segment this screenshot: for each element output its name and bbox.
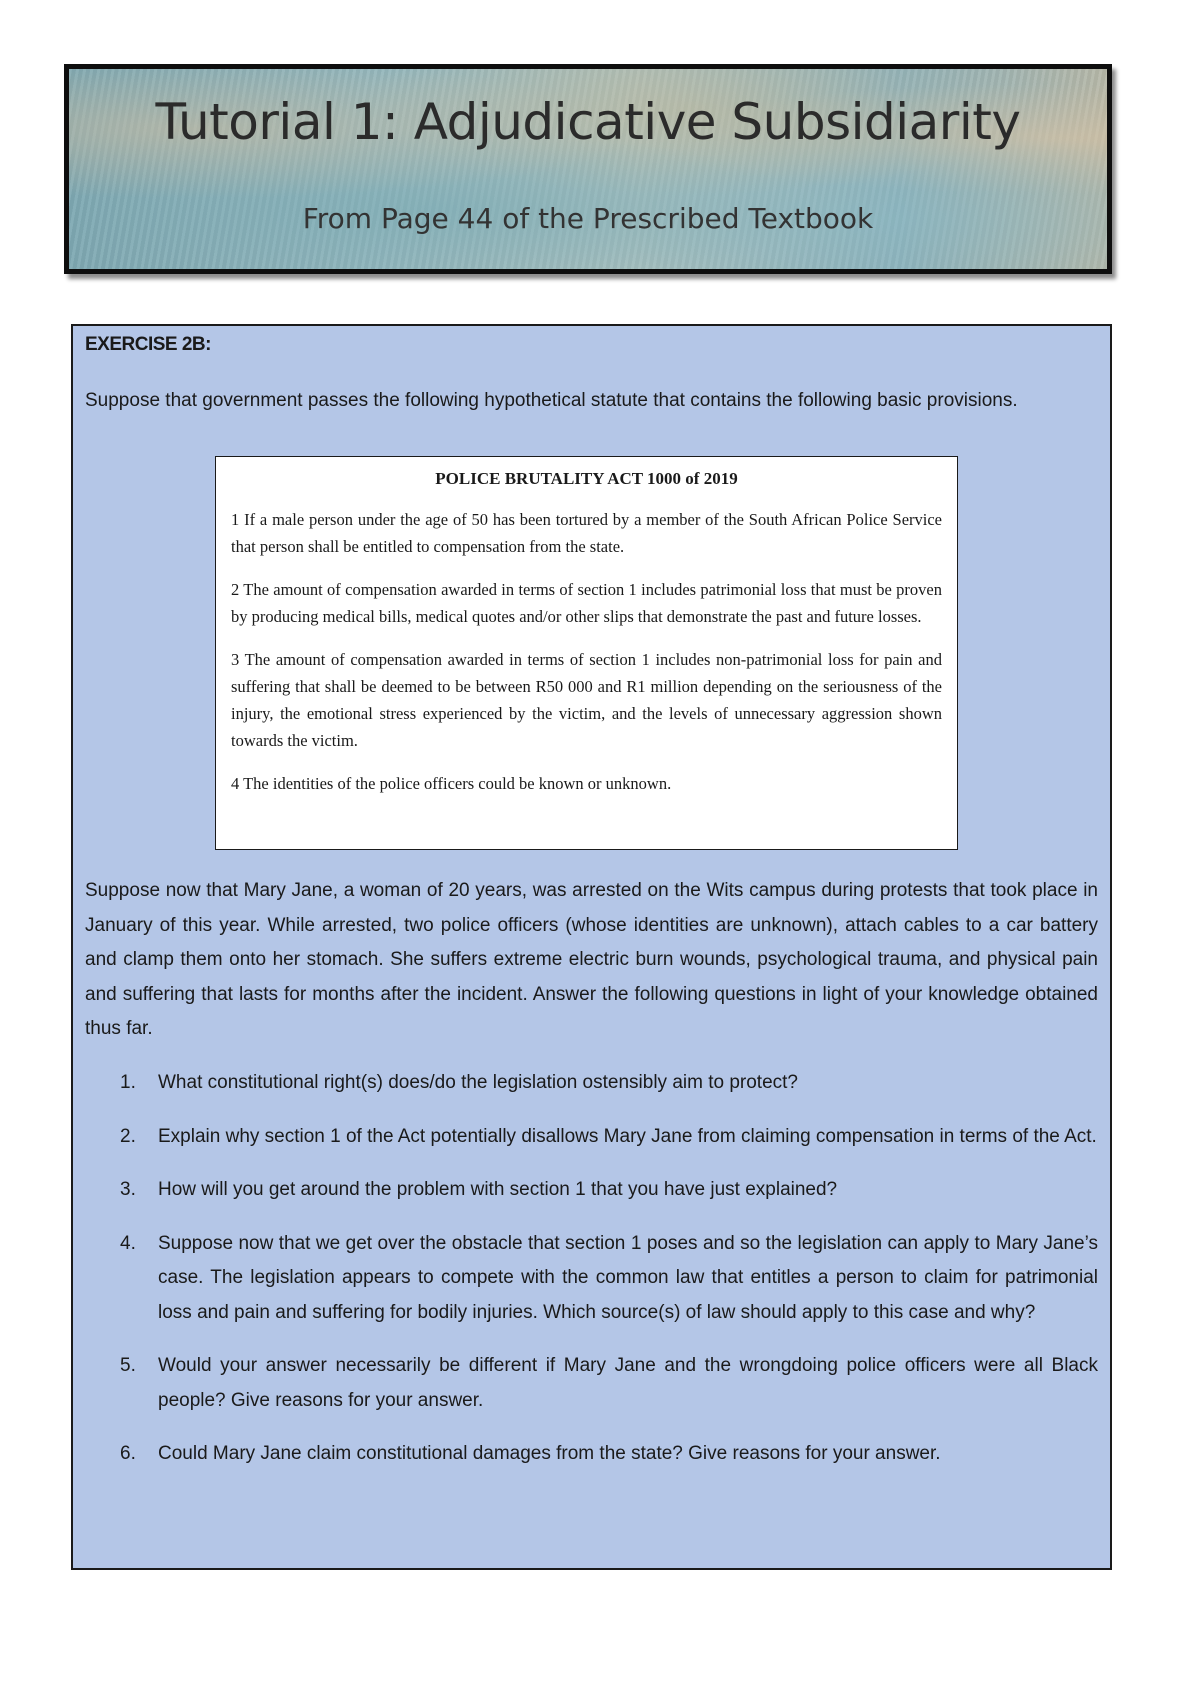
question-text: Could Mary Jane claim constitutional damages from the state? Give reasons for your answer. — [158, 1443, 941, 1464]
question-text: Explain why section 1 of the Act potentially disallows Mary Jane from claiming compensation in terms of the Act. — [158, 1125, 1097, 1147]
exercise-intro: Suppose that government passes the following hypothetical statute that contains the following basic provisions. — [85, 390, 1018, 411]
question-item — [85, 1173, 1098, 1208]
question-item — [85, 1227, 1098, 1331]
scenario-narrative: Suppose now that Mary Jane, a woman of 20 years, was arrested on the Wits campus during protests that took place in January of this year. While arrested, two police officers (whose identities are unknown), attach cables to a car battery and clamp them onto her stomach. She suffers extreme electric burn wounds, psychological trauma, and physical pain and suffering that lasts for months after the incident. Answer the following questions in light of your knowledge obtained thus far. — [85, 880, 1098, 1039]
statute-section-3: 3 The amount of compensation awarded in terms of section 1 includes non-patrimonial loss for pain and suffering that shall be deemed to be between R50 000 and R1 million depending on the seriousness of the injury, the emotional stress experienced by the victim, and the levels of unnecessary aggression shown towards the victim. — [231, 650, 942, 750]
question-number: 3. — [120, 1179, 136, 1200]
statute-box — [215, 456, 958, 850]
statute-section-1: 1 If a male person under the age of 50 has been tortured by a member of the South African Police Service that person shall be entitled to compensation from the state. — [231, 510, 942, 556]
exercise-box — [71, 324, 1112, 1570]
question-text: What constitutional right(s) does/do the legislation ostensibly aim to protect? — [158, 1072, 798, 1093]
question-number: 1. — [120, 1072, 136, 1093]
question-item — [85, 1437, 1098, 1472]
exercise-heading: EXERCISE 2B: — [85, 334, 211, 355]
question-text: How will you get around the problem with section 1 that you have just explained? — [158, 1179, 838, 1200]
statute-section-2: 2 The amount of compensation awarded in terms of section 1 includes patrimonial loss that must be proven by producing medical bills, medical quotes and/or other slips that demonstrate the past and future losses. — [231, 580, 942, 626]
question-item — [85, 1066, 1098, 1101]
question-number: 2. — [120, 1125, 136, 1147]
page-title: Tutorial 1: Adjudicative Subsidiarity — [155, 93, 1021, 151]
statute-section-4: 4 The identities of the police officers could be known or unknown. — [231, 774, 672, 793]
question-text: Would your answer necessarily be different if Mary Jane and the wrongdoing police officers were all Black people? Give reasons for your answer. — [158, 1355, 1098, 1411]
page-subtitle: From Page 44 of the Prescribed Textbook — [302, 202, 874, 235]
question-number: 4. — [120, 1232, 136, 1254]
question-number: 6. — [120, 1443, 136, 1464]
question-item — [85, 1349, 1098, 1418]
question-number: 5. — [120, 1355, 136, 1376]
question-list — [85, 1066, 1098, 1491]
question-text: Suppose now that we get over the obstacle that section 1 poses and so the legislation can apply to Mary Jane’s case. The legislation appears to compete with the common law that entitles a person to claim for patrimonial loss and pain and suffering for bodily injuries. Which source(s) of law should apply to this case and why? — [158, 1232, 1098, 1323]
statute-title: POLICE BRUTALITY ACT 1000 of 2019 — [435, 469, 738, 488]
question-item — [85, 1120, 1098, 1155]
title-banner — [64, 64, 1112, 274]
